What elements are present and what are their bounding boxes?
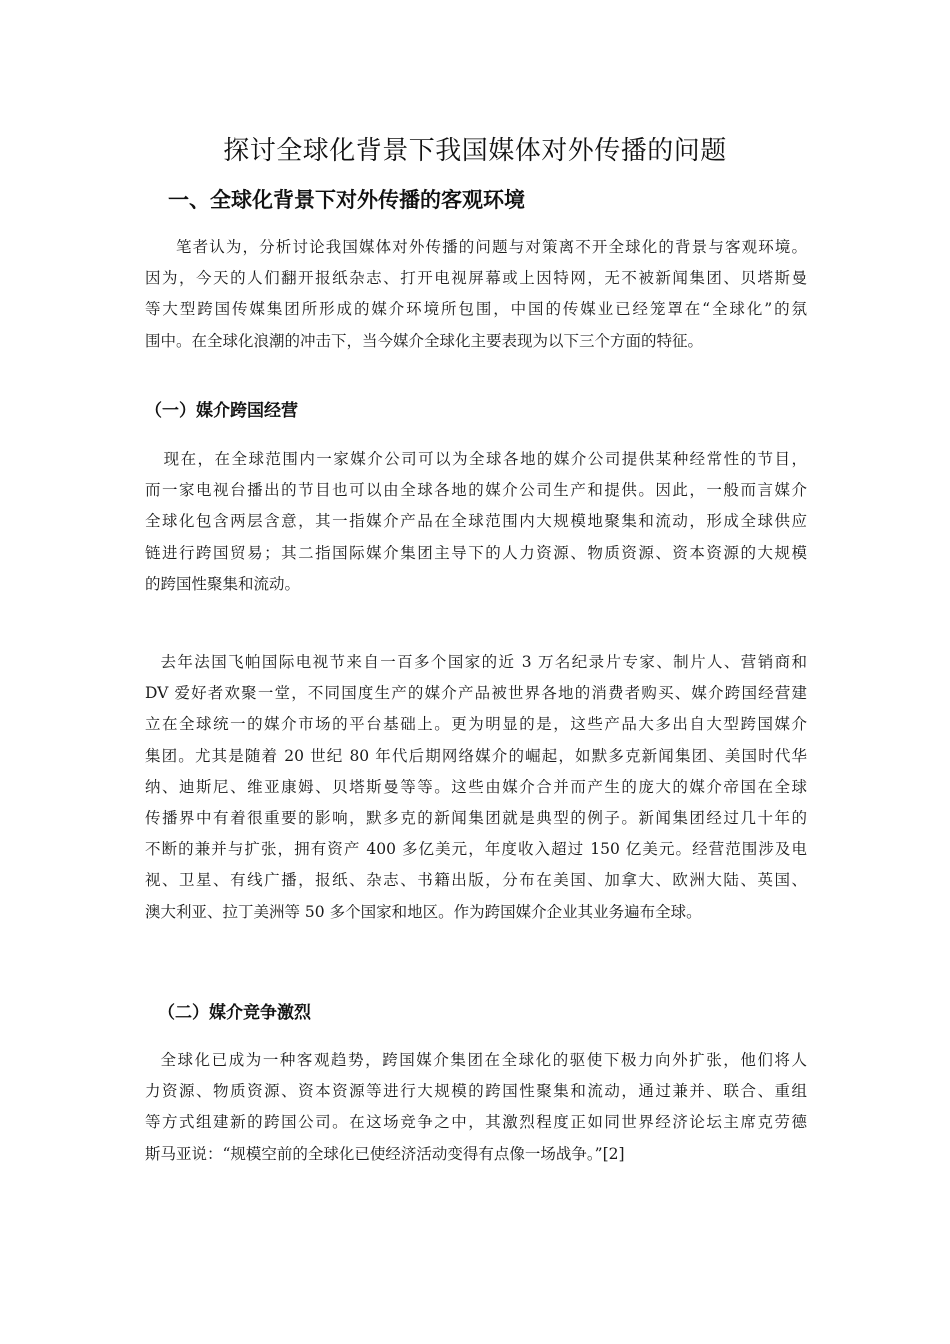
- text-line: 而一家电视台播出的节目也可以由全球各地的媒介公司生产和提供。因此，一般而言媒介: [145, 481, 807, 500]
- paragraph-section1: [145, 232, 807, 357]
- text-line: 视、卫星、有线广播，报纸、杂志、书籍出版，分布在美国、加拿大、欧洲大陆、英国、: [145, 871, 807, 890]
- text-line: 传播界中有着很重要的影响，默多克的新闻集团就是典型的例子。新闻集团经过几十年的: [145, 809, 807, 828]
- text-line: 现在，在全球范围内一家媒介公司可以为全球各地的媒介公司提供某种经常性的节目，: [163, 450, 807, 468]
- text-line: 立在全球统一的媒介市场的平台基础上。更为明显的是，这些产品大多出自大型跨国媒介: [145, 715, 807, 734]
- text-line: 全球化已成为一种客观趋势，跨国媒介集团在全球化的驱使下极力向外扩张，他们将人: [160, 1051, 807, 1069]
- text-line: 去年法国飞帕国际电视节来自一百多个国家的近 3 万名纪录片专家、制片人、营销商和: [160, 653, 807, 671]
- paragraph-sub1-2: [145, 647, 807, 928]
- text-line: 等方式组建新的跨国公司。在这场竞争之中，其激烈程度正如同世界经济论坛主席克劳德: [145, 1113, 807, 1132]
- paragraph-sub1-1: [145, 444, 807, 600]
- text-line: DV 爱好者欢聚一堂，不同国度生产的媒介产品被世界各地的消费者购买、媒介跨国经营建: [145, 684, 807, 703]
- text-line: 链进行跨国贸易；其二指国际媒介集团主导下的人力资源、物质资源、资本资源的大规模: [145, 543, 807, 562]
- text-line: 力资源、物质资源、资本资源等进行大规模的跨国性聚集和流动，通过兼并、联合、重组: [145, 1082, 807, 1101]
- text-line: 笔者认为，分析讨论我国媒体对外传播的问题与对策离不开全球化的背景与客观环境。: [176, 238, 807, 256]
- text-line: 斯马亚说：“规模空前的全球化已使经济活动变得有点像一场战争。”[2]: [145, 1144, 625, 1163]
- text-line: 纳、迪斯尼、维亚康姆、贝塔斯曼等等。这些由媒介合并而产生的庞大的媒介帝国在全球: [145, 777, 807, 796]
- document-title: 探讨全球化背景下我国媒体对外传播的问题: [223, 136, 727, 166]
- text-line: 等大型跨国传媒集团所形成的媒介环境所包围，中国的传媒业已经笼罩在“全球化”的氛: [145, 300, 807, 319]
- paragraph-sub2-1: [145, 1045, 807, 1170]
- subsection-heading-2: （二）媒介竞争激烈: [158, 1003, 311, 1023]
- text-line: 围中。在全球化浪潮的冲击下，当今媒介全球化主要表现为以下三个方面的特征。: [145, 331, 704, 350]
- subsection-heading-1: （一）媒介跨国经营: [145, 401, 298, 421]
- text-line: 全球化包含两层含意，其一指媒介产品在全球范围内大规模地聚集和流动，形成全球供应: [145, 512, 807, 531]
- text-line: 因为，今天的人们翻开报纸杂志、打开电视屏幕或上因特网，无不被新闻集团、贝塔斯曼: [145, 269, 807, 288]
- text-line: 集团。尤其是随着 20 世纪 80 年代后期网络媒介的崛起，如默多克新闻集团、美国时代华: [145, 746, 807, 765]
- section-heading-1: 一、全球化背景下对外传播的客观环境: [168, 188, 525, 212]
- text-line: 澳大利亚、拉丁美洲等 50 多个国家和地区。作为跨国媒介企业其业务遍布全球。: [145, 902, 702, 921]
- text-line: 不断的兼并与扩张，拥有资产 400 多亿美元，年度收入超过 150 亿美元。经营范围涉及电: [145, 840, 807, 859]
- text-line: 的跨国性聚集和流动。: [145, 574, 301, 593]
